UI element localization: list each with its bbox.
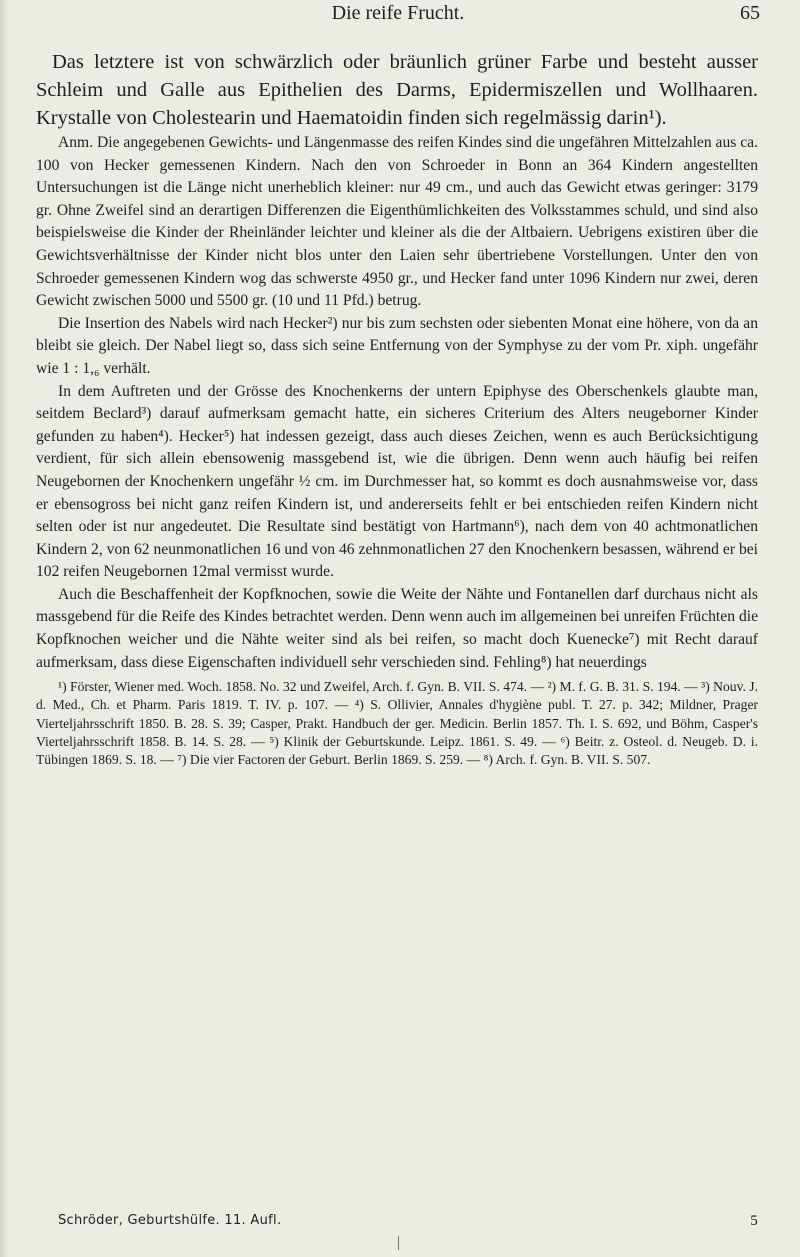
sheet-number: 5 <box>750 1213 758 1229</box>
binding-shadow <box>0 0 8 1257</box>
body-paragraph: Die Insertion des Nabels wird nach Hecker²) nur bis zum sechsten oder siebenten Monat eine höhere, von da an bleibt sie gleich. Der Nabel liegt so, dass sich seine Entfernung von der Symphyse zu der vom Pr. xiph. ungefähr wie 1 : 1,₆ verhält. <box>36 314 758 377</box>
note-paragraph: Anm. Die angegebenen Gewichts- und Längenmasse des reifen Kindes sind die ungefähren Mittelzahlen aus ca. 100 von Hecker gemessenen Kindern. Nach den von Schroeder in Bonn an 364 Kindern angestellten Untersuchungen ist die Länge nicht unerheblich kleiner: nur 49 cm., und auch das Gewicht etwas geringer: 3179 gr. Ohne Zweifel sind an derartigen Differenzen die Eigenthümlichkeiten des Volksstammes schuld, und sind also beispielsweise die Kinder der Rheinländer leichter und kleiner als die der Altbaiern. Uebrigens existiren über die Gewichtsverhältnisse der Kinder nicht blos unter den Laien sehr übertriebene Vorstellungen. Unter den von Schroeder gemessenen Kindern wog das schwerste 4950 gr., und Hecker fand unter 1096 Kindern nur zwei, deren Gewicht zwischen 5000 und 5500 gr. (10 und 11 Pfd.) betrug. <box>36 134 758 310</box>
lead-paragraph: Das letztere ist von schwärzlich oder bräunlich grüner Farbe und besteht ausser Schleim und Galle aus Epithelien des Darms, Epidermiszellen und Wollhaaren. Krystalle von Cholestearin und Haematoidin finden sich regelmässig darin¹). <box>36 51 758 129</box>
running-head <box>36 2 760 28</box>
body-paragraph: In dem Auftreten und der Grösse des Knochenkerns der untern Epiphyse des Oberschenkels glaubte man, seitdem Beclard³) darauf aufmerksam gemacht hatte, ein sicheres Criterium des Alters neugeborner Kinder gefunden zu haben⁴). Hecker⁵) hat indessen gezeigt, dass auch dieses Zeichen, wenn es auch Berücksichtigung verdient, für sich allein ebensowenig massgebend ist, wie die übrigen. Denn wenn auch häufig bei reifen Neugebornen der Knochenkern ungefähr ½ cm. im Durchmesser hat, so kommt es doch ausnahmsweise vor, dass er ebensogross bei nicht ganz reifen Kindern ist, und andererseits fehlt er bei entschieden reifen Kindern nicht selten oder ist nur angedeutet. Die Resultate sind bestätigt von Hartmann⁶), nach dem von 40 achtmonatlichen Kindern 2, von 62 neunmonatlichen 16 und von 46 zehnmonatlichen 27 den Knochenkern besassen, während er bei 102 reifen Neugebornen 12mal vermisst wurde. <box>36 382 758 581</box>
running-title: Die reife Frucht. <box>331 2 465 24</box>
footnotes <box>36 678 758 769</box>
page-number: 65 <box>740 2 760 24</box>
signature-line <box>58 1213 758 1228</box>
page-body <box>36 48 758 769</box>
footnote-text: ¹) Förster, Wiener med. Woch. 1858. No. 32 und Zweifel, Arch. f. Gyn. B. VII. S. 474. — ²) M. f. G. B. 31. S. 194. — ³) Nouv. J. d. Med., Ch. et Pharm. Paris 1819. T. IV. p. 107. — ⁴) S. Ollivier, Annales d'hygiène publ. T. 27. p. 342; Mildner, Prager Vierteljahrsschrift 1850. B. 28. S. 39; Casper, Prakt. Handbuch der ger. Medicin. Berlin 1857. Th. I. S. 692, und Böhm, Casper's Vierteljahrsschrift 1858. B. 14. S. 28. — ⁵) Klinik der Geburtskunde. Leipz. 1861. S. 49. — ⁶) Beitr. z. Osteol. d. Neugeb. D. i. Tübingen 1869. S. 18. — ⁷) Die vier Factoren der Geburt. Berlin 1869. S. 259. — ⁸) Arch. f. Gyn. B. VII. S. 507. <box>36 679 758 768</box>
crop-mark <box>398 1236 399 1250</box>
body-paragraph: Auch die Beschaffenheit der Kopfknochen, sowie die Weite der Nähte und Fontanellen darf durchaus nicht als massgebend für die Reife des Kindes betrachtet werden. Denn wenn auch im allgemeinen bei unreifen Früchten die Kopfknochen weicher und die Nähte weiter sind als bei reifen, so macht doch Kuenecke⁷) mit Recht darauf aufmerksam, dass diese Eigenschaften individuell sehr verschieden sind. Fehling⁸) hat neuerdings <box>36 585 758 671</box>
printer-signature: Schröder, Geburtshülfe. 11. Aufl. <box>58 1213 282 1228</box>
